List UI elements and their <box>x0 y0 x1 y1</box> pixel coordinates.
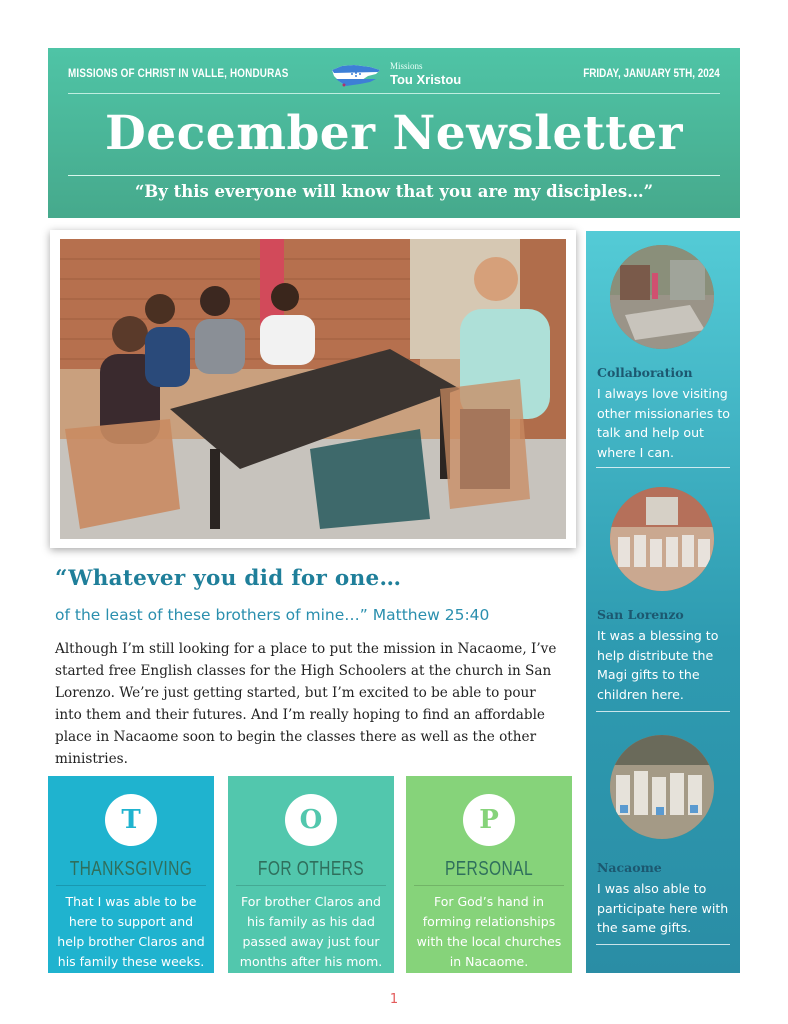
title-divider <box>68 175 720 176</box>
sidebar-item-title: Nacaome <box>597 860 662 875</box>
page-title: December Newsletter <box>105 106 683 161</box>
logo-name: Tou Xristou <box>390 72 462 87</box>
top-box-thanksgiving <box>48 776 214 973</box>
organization-name: MISSIONS OF CHRIST IN VALLE, HONDURAS <box>68 68 289 80</box>
sidebar-divider <box>596 711 730 712</box>
top-box-title: THANKSGIVING <box>69 858 193 880</box>
sidebar-item-title: San Lorenzo <box>597 607 684 622</box>
sidebar <box>586 231 740 973</box>
article-subhead: of the least of these brothers of mine…” Matthew 25:40 <box>55 606 490 624</box>
collaboration-photo <box>610 245 714 349</box>
nacaome-photo <box>610 735 714 839</box>
sidebar-item-text: I always love visiting other missionaries to talk and help out where I can. <box>597 386 730 460</box>
letter-badge: T <box>105 794 157 846</box>
main-photo <box>60 239 566 539</box>
letter-badge: O <box>285 794 337 846</box>
sidebar-divider <box>596 944 730 945</box>
article-headline: “Whatever you did for one… <box>55 566 402 591</box>
sidebar-item-text: It was a blessing to help distribute the Magi gifts to the children here. <box>597 628 719 702</box>
sidebar-item-title: Collaboration <box>597 365 693 380</box>
logo <box>330 60 490 90</box>
top-box-divider <box>414 885 564 886</box>
header-divider <box>68 93 720 94</box>
top-box-text: For brother Claros and his family as his dad passed away just four months after his mom. <box>239 894 383 969</box>
main-photo-frame <box>50 230 576 548</box>
letter-badge: P <box>463 794 515 846</box>
honduras-map-icon <box>330 62 382 88</box>
top-box-for-others <box>228 776 394 973</box>
article-body: Although I’m still looking for a place to put the mission in Nacaome, I’ve started free English classes for the High Schoolers at the church in San Lorenzo. We’re just getting started, but I’m excited to be able to pour into them and their futures. And I’m really hoping to find an affordable place in Nacaome soon to begin the classes there as well as the other ministries. <box>55 641 557 767</box>
newsletter-header <box>48 48 740 218</box>
top-box-text: For God’s hand in forming relationships with the local churches in Nacaome. <box>416 894 562 969</box>
top-box-divider <box>236 885 386 886</box>
top-box-title: FOR OTHERS <box>257 858 365 880</box>
top-box-personal <box>406 776 572 973</box>
top-box-divider <box>56 885 206 886</box>
page-number: 1 <box>389 992 399 1007</box>
top-box-title: PERSONAL <box>444 858 534 880</box>
top-box-text: That I was able to be here to support and help brother Claros and his family these weeks. <box>57 894 205 969</box>
tagline: “By this everyone will know that you are my disciples…” <box>134 182 654 201</box>
san-lorenzo-photo <box>610 487 714 591</box>
logo-subtitle: Missions <box>390 61 423 71</box>
sidebar-divider <box>596 467 730 468</box>
sidebar-item-text: I was also able to participate here with the same gifts. <box>597 881 729 935</box>
issue-date: FRIDAY, JANUARY 5TH, 2024 <box>583 68 720 80</box>
